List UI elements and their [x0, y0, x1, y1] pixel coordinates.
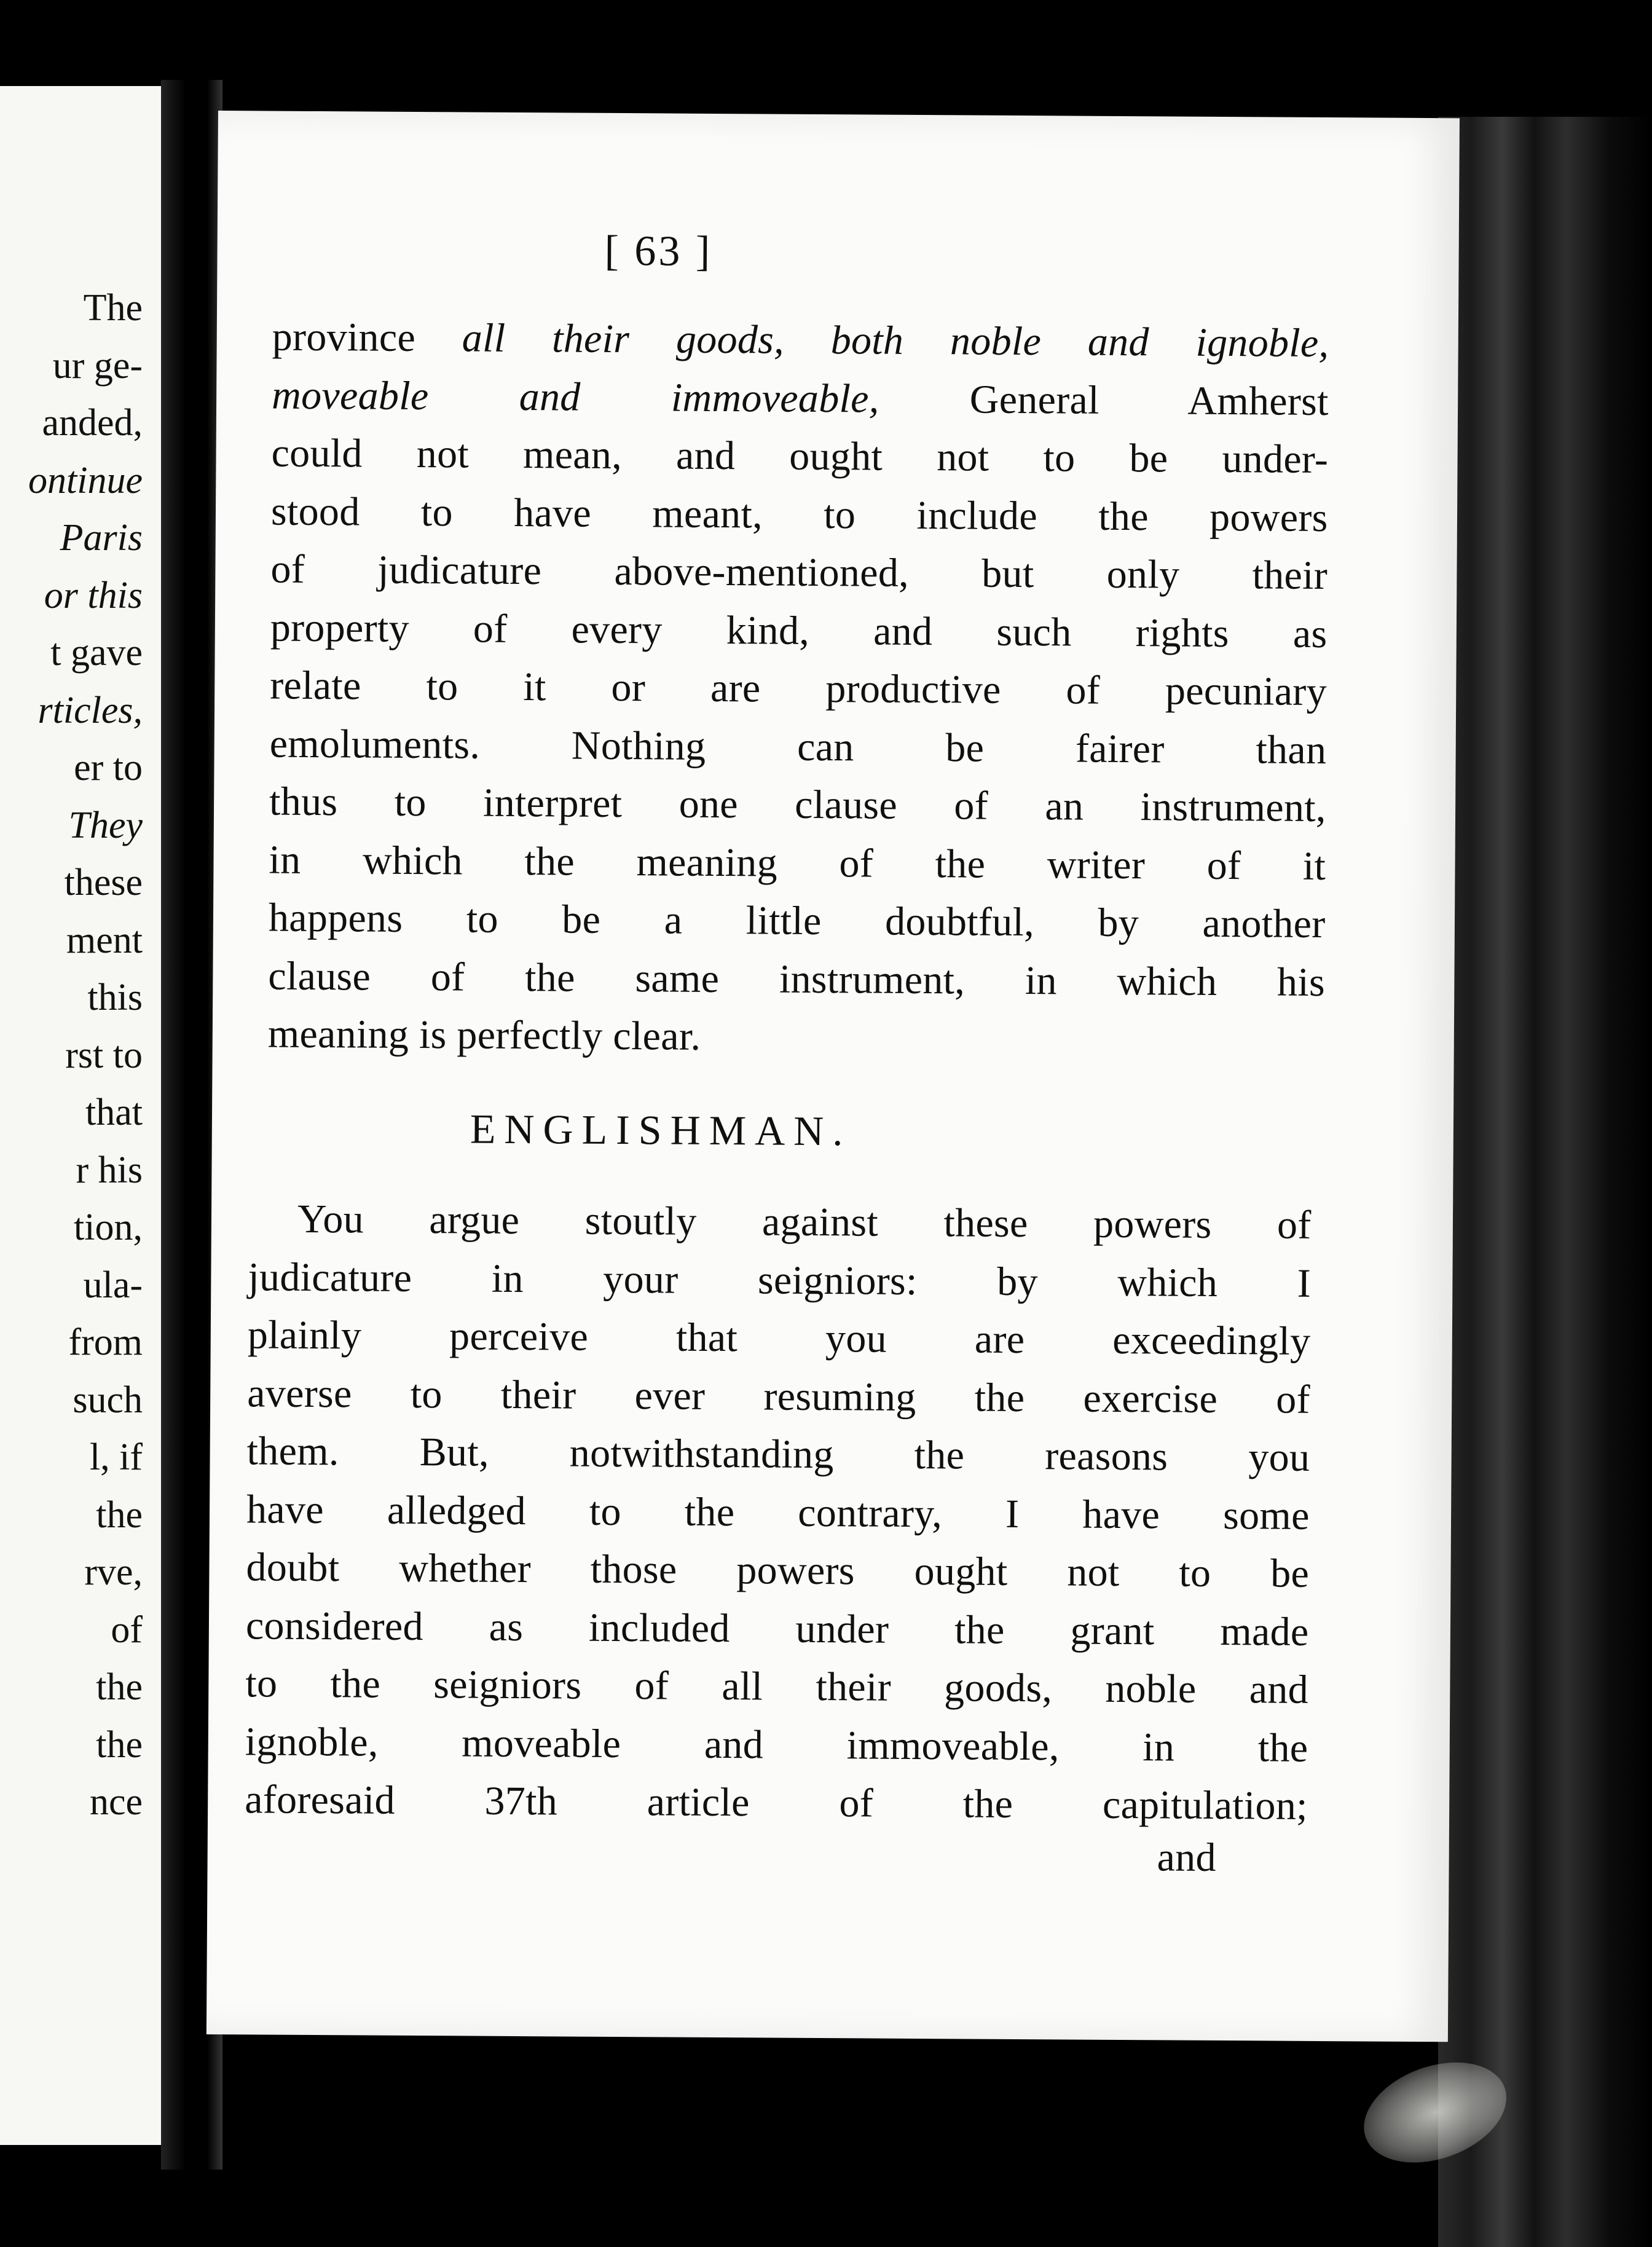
text-line [269, 779, 1326, 831]
left-page-line: these [64, 862, 143, 903]
left-page-line: t gave [50, 632, 143, 674]
text-line [269, 837, 1326, 889]
text-line: plainly perceive that you are exceedingly [247, 1312, 1311, 1364]
text-line [272, 314, 1329, 366]
text-line [271, 430, 1329, 482]
text-line [271, 372, 1329, 424]
left-page-line: rst to [65, 1034, 143, 1076]
page-edge-stack [1438, 117, 1652, 2247]
text-line: considered as included under the grant made [245, 1602, 1309, 1655]
text-line [268, 953, 1326, 1005]
left-page-line: They [68, 804, 143, 846]
left-page-line: or this [44, 574, 143, 616]
left-page-line: the [96, 1493, 143, 1536]
left-page-line: the [96, 1666, 143, 1708]
page-63 [206, 111, 1460, 2042]
text-line: them. But, notwithstanding the reasons you [246, 1428, 1310, 1480]
left-page-line: ontinue [28, 459, 143, 502]
text-line: ignoble, moveable and immoveable, in the [245, 1718, 1308, 1771]
left-page-line: The [83, 287, 143, 329]
roman-run: meaning is perfectly clear. [267, 1011, 701, 1059]
roman-run: happens to be a little doubtful, by another [268, 895, 1326, 947]
text-line: to the seigniors of all their goods, noble and [245, 1661, 1309, 1712]
roman-run: clause of the same instrument, in which his [268, 953, 1326, 1005]
text-line [270, 663, 1328, 715]
left-page-line: er to [74, 747, 143, 789]
roman-run: General Amherst [879, 376, 1329, 424]
text-line [268, 895, 1326, 947]
text-line [270, 546, 1328, 599]
left-page-line: anded, [42, 402, 143, 444]
text-line: have alledged to the contrary, I have some [246, 1486, 1310, 1538]
roman-run: province [272, 314, 463, 361]
roman-run: relate to it or are productive of pecuniary [270, 663, 1328, 715]
text-line: averse to their ever resuming the exercise of [247, 1370, 1311, 1422]
text-line [267, 1011, 701, 1059]
roman-run: of judicature above-mentioned, but only their [270, 546, 1328, 599]
left-page-line: rticles, [37, 689, 143, 731]
roman-run: thus to interpret one clause of an instrument, [269, 779, 1326, 831]
roman-run: in which the meaning of the writer of it [269, 837, 1326, 889]
text-line: You argue stoutly against these powers of [297, 1196, 1312, 1248]
left-page-line: this [87, 977, 143, 1018]
page-number: [ 63 ] [604, 227, 713, 275]
left-page-line: rve, [84, 1551, 143, 1593]
left-page-line: nce [89, 1781, 143, 1823]
roman-run: stood to have meant, to include the powers [270, 489, 1328, 540]
left-page-line: of [111, 1608, 143, 1651]
left-page-line: ula- [83, 1264, 143, 1306]
left-page-line: l, if [89, 1436, 143, 1478]
text-line [270, 607, 1328, 655]
left-page-line: that [85, 1092, 143, 1133]
left-page-line: ur ge- [52, 344, 143, 387]
text-line [270, 723, 1327, 771]
left-page-line: the [96, 1723, 143, 1766]
catchword: and [1157, 1835, 1217, 1880]
italic-run: all their goods, both noble and ignoble, [462, 315, 1329, 366]
left-page-line: ment [66, 919, 143, 961]
italic-run: moveable and immoveable, [271, 372, 879, 422]
roman-run: property of every kind, and such rights as [270, 605, 1328, 656]
left-page-line: Paris [60, 517, 143, 559]
section-heading: ENGLISHMAN. [470, 1105, 852, 1155]
roman-run: could not mean, and ought not to be under- [271, 430, 1329, 482]
text-line: aforesaid 37th article of the capitulation; [244, 1777, 1308, 1828]
roman-run: emoluments. Nothing can be fairer than [269, 721, 1327, 773]
left-page-line: r his [76, 1149, 143, 1191]
left-page-line: from [68, 1321, 143, 1363]
text-line [271, 491, 1328, 538]
facing-page-left [0, 86, 161, 2145]
text-line: doubt whether those powers ought not to be [246, 1545, 1310, 1596]
text-line: judicature in your seigniors: by which I [248, 1254, 1312, 1306]
left-page-line: tion, [74, 1206, 143, 1248]
left-page-line: such [73, 1379, 143, 1421]
